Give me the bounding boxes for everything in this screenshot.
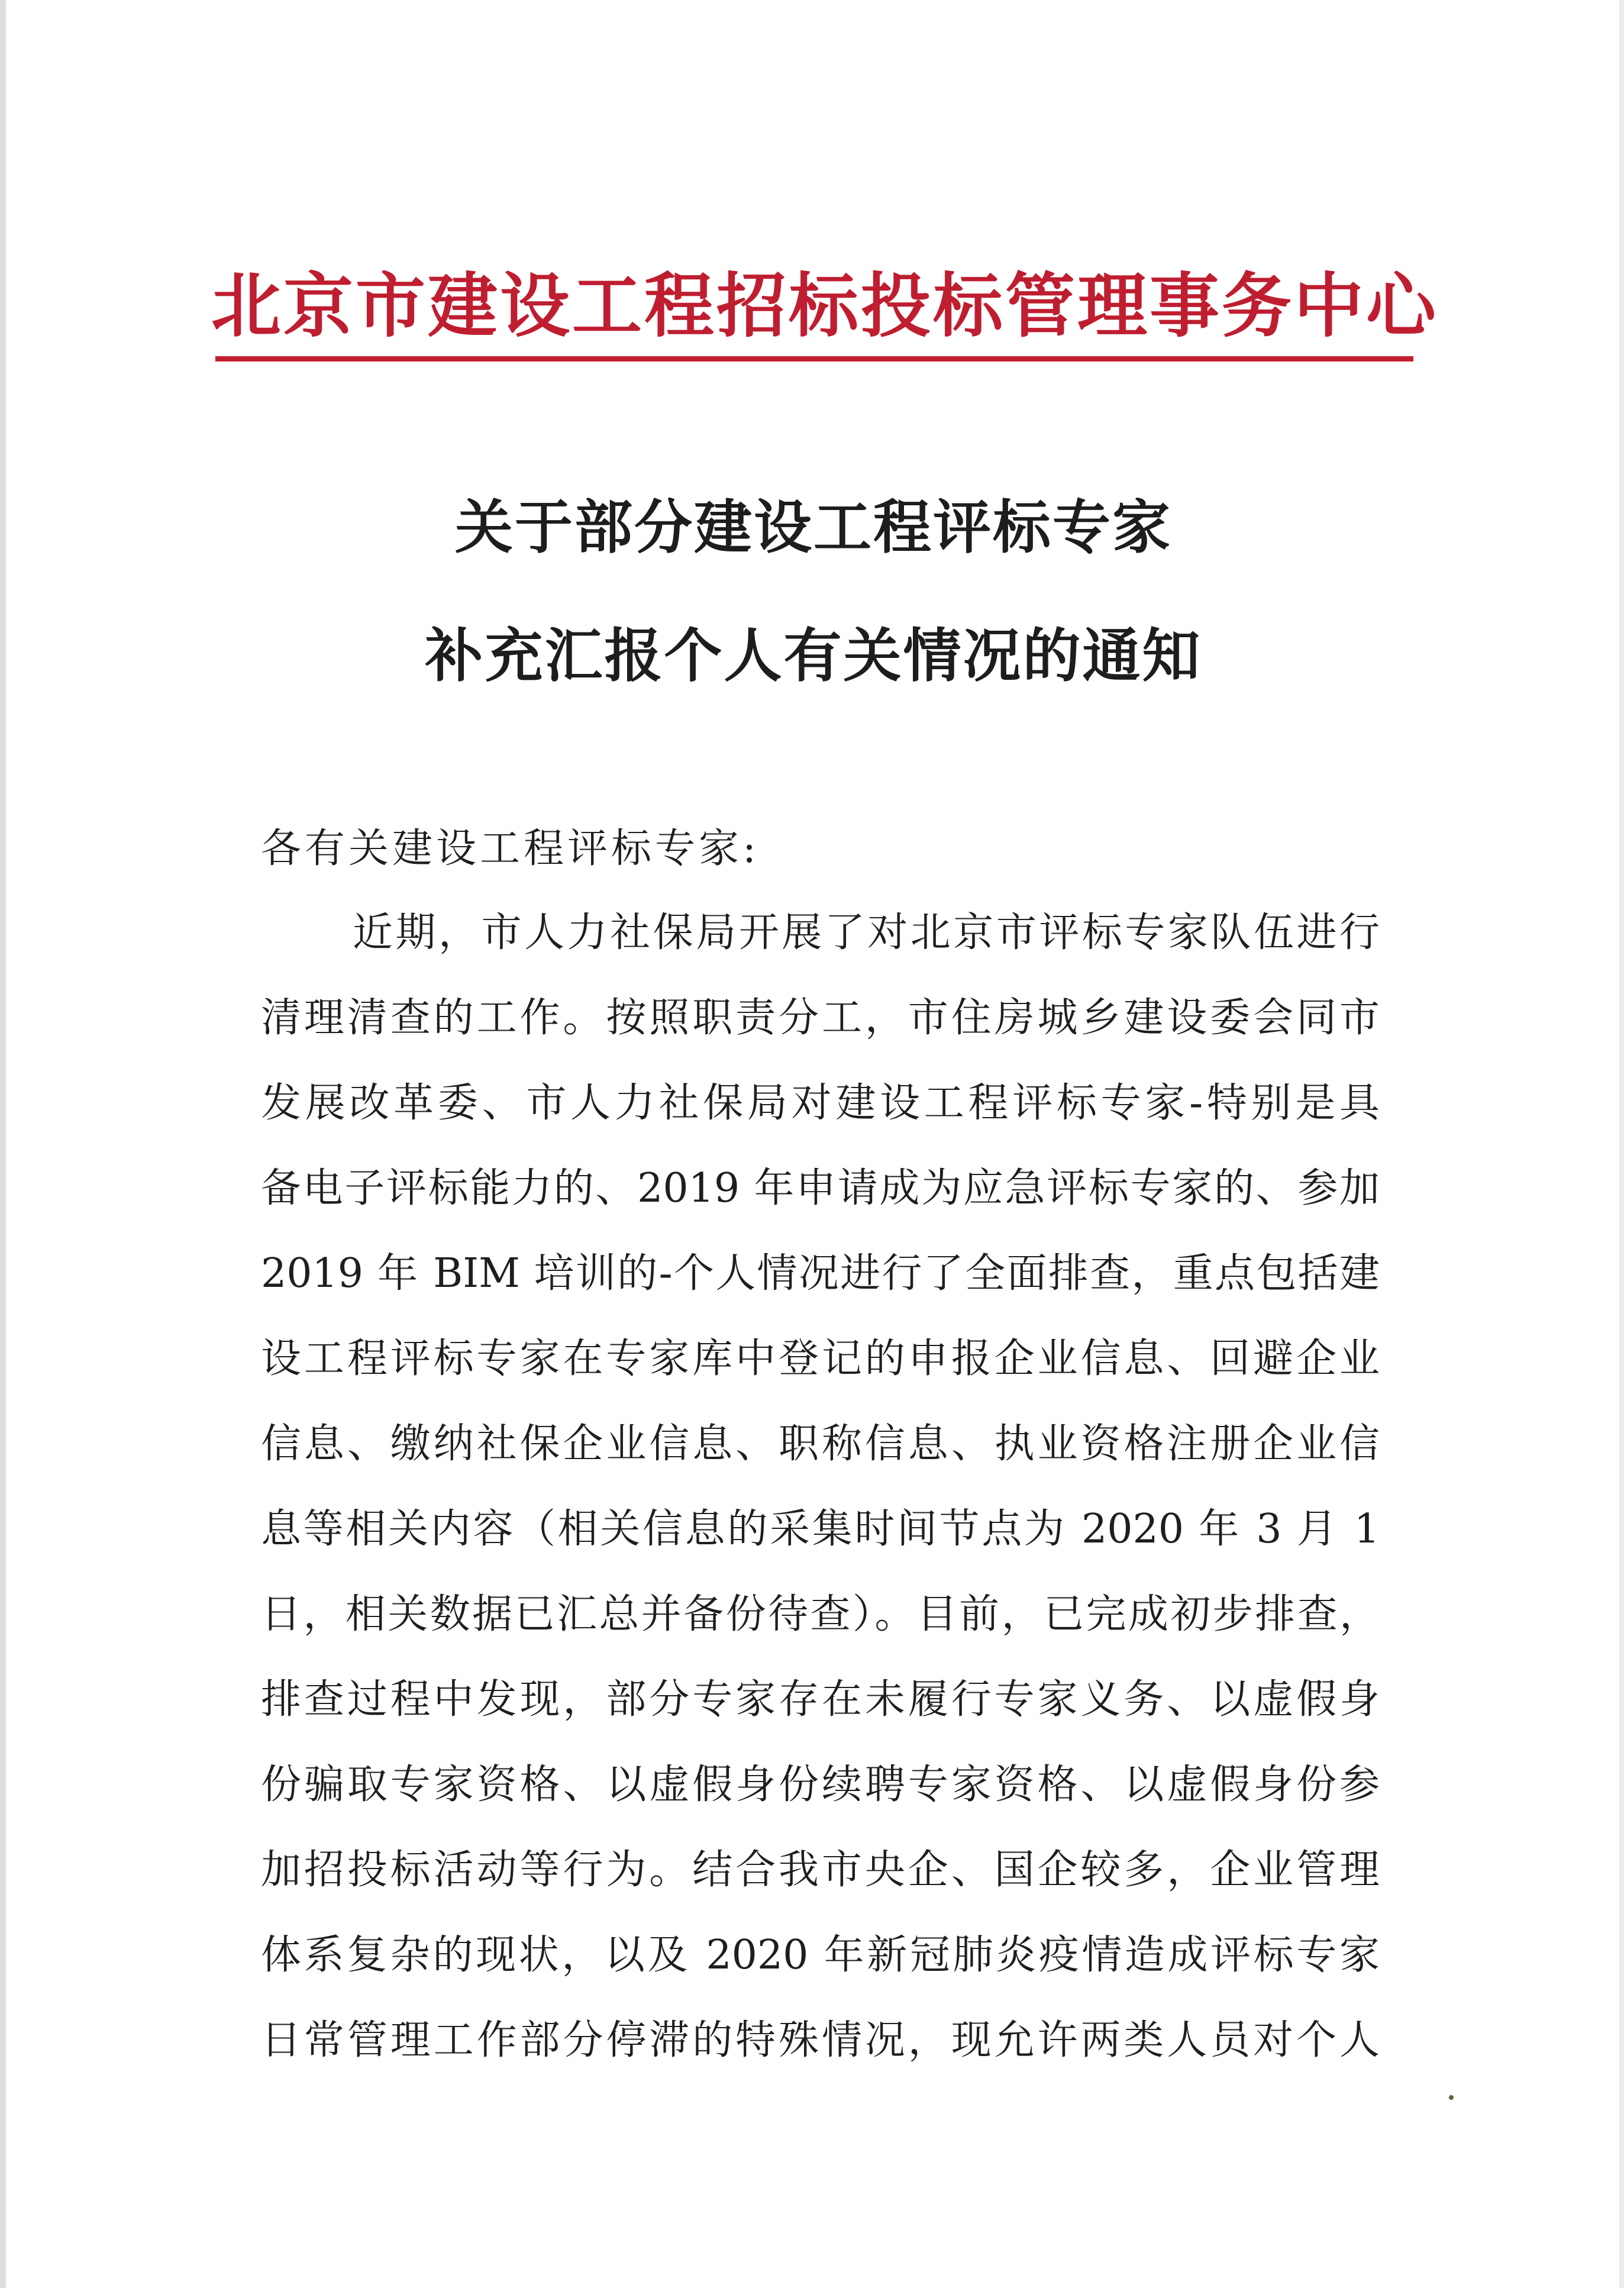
body-line: 2019 年 BIM 培训的-个人情况进行了全面排查，重点包括建 [261, 1250, 1380, 1297]
body-line: 信息、缴纳社保企业信息、职称信息、执业资格注册企业信 [261, 1421, 1380, 1467]
body-line: 备电子评标能力的、2019 年申请成为应急评标专家的、参加 [261, 1165, 1380, 1212]
organization-header: 北京市建设工程招标投标管理事务中心 [211, 264, 1439, 347]
body-line: 加招投标活动等行为。结合我市央企、国企较多，企业管理 [261, 1847, 1380, 1893]
body-line: 日，相关数据已汇总并备份待查）。目前，已完成初步排查， [261, 1591, 1380, 1638]
body-line: 清理清查的工作。按照职责分工，市住房城乡建设委会同市 [261, 995, 1380, 1041]
document-title-line-2: 补充汇报个人有关情况的通知 [425, 622, 1202, 690]
scan-edge-right [1619, 0, 1624, 2288]
body-line: 近期，市人力社保局开展了对北京市评标专家队伍进行 [353, 909, 1380, 956]
body-line: 排查过程中发现，部分专家存在未履行专家义务、以虚假身 [261, 1676, 1380, 1723]
scan-edge-left [0, 0, 6, 2288]
body-line: 份骗取专家资格、以虚假身份续聘专家资格、以虚假身份参 [261, 1761, 1380, 1808]
document-title-line-1: 关于部分建设工程评标专家 [454, 493, 1172, 561]
body-line: 日常管理工作部分停滞的特殊情况，现允许两类人员对个人 [261, 2017, 1380, 2064]
body-line: 体系复杂的现状，以及 2020 年新冠肺炎疫情造成评标专家 [261, 1932, 1380, 1979]
red-header-rule [215, 356, 1413, 362]
salutation: 各有关建设工程评标专家: [261, 825, 760, 872]
scan-speck [1449, 2095, 1454, 2100]
body-line: 设工程评标专家在专家库中登记的申报企业信息、回避企业 [261, 1335, 1380, 1382]
body-line: 息等相关内容（相关信息的采集时间节点为 2020 年 3 月 1 [261, 1506, 1380, 1553]
body-line: 发展改革委、市人力社保局对建设工程评标专家-特别是具 [261, 1080, 1380, 1127]
